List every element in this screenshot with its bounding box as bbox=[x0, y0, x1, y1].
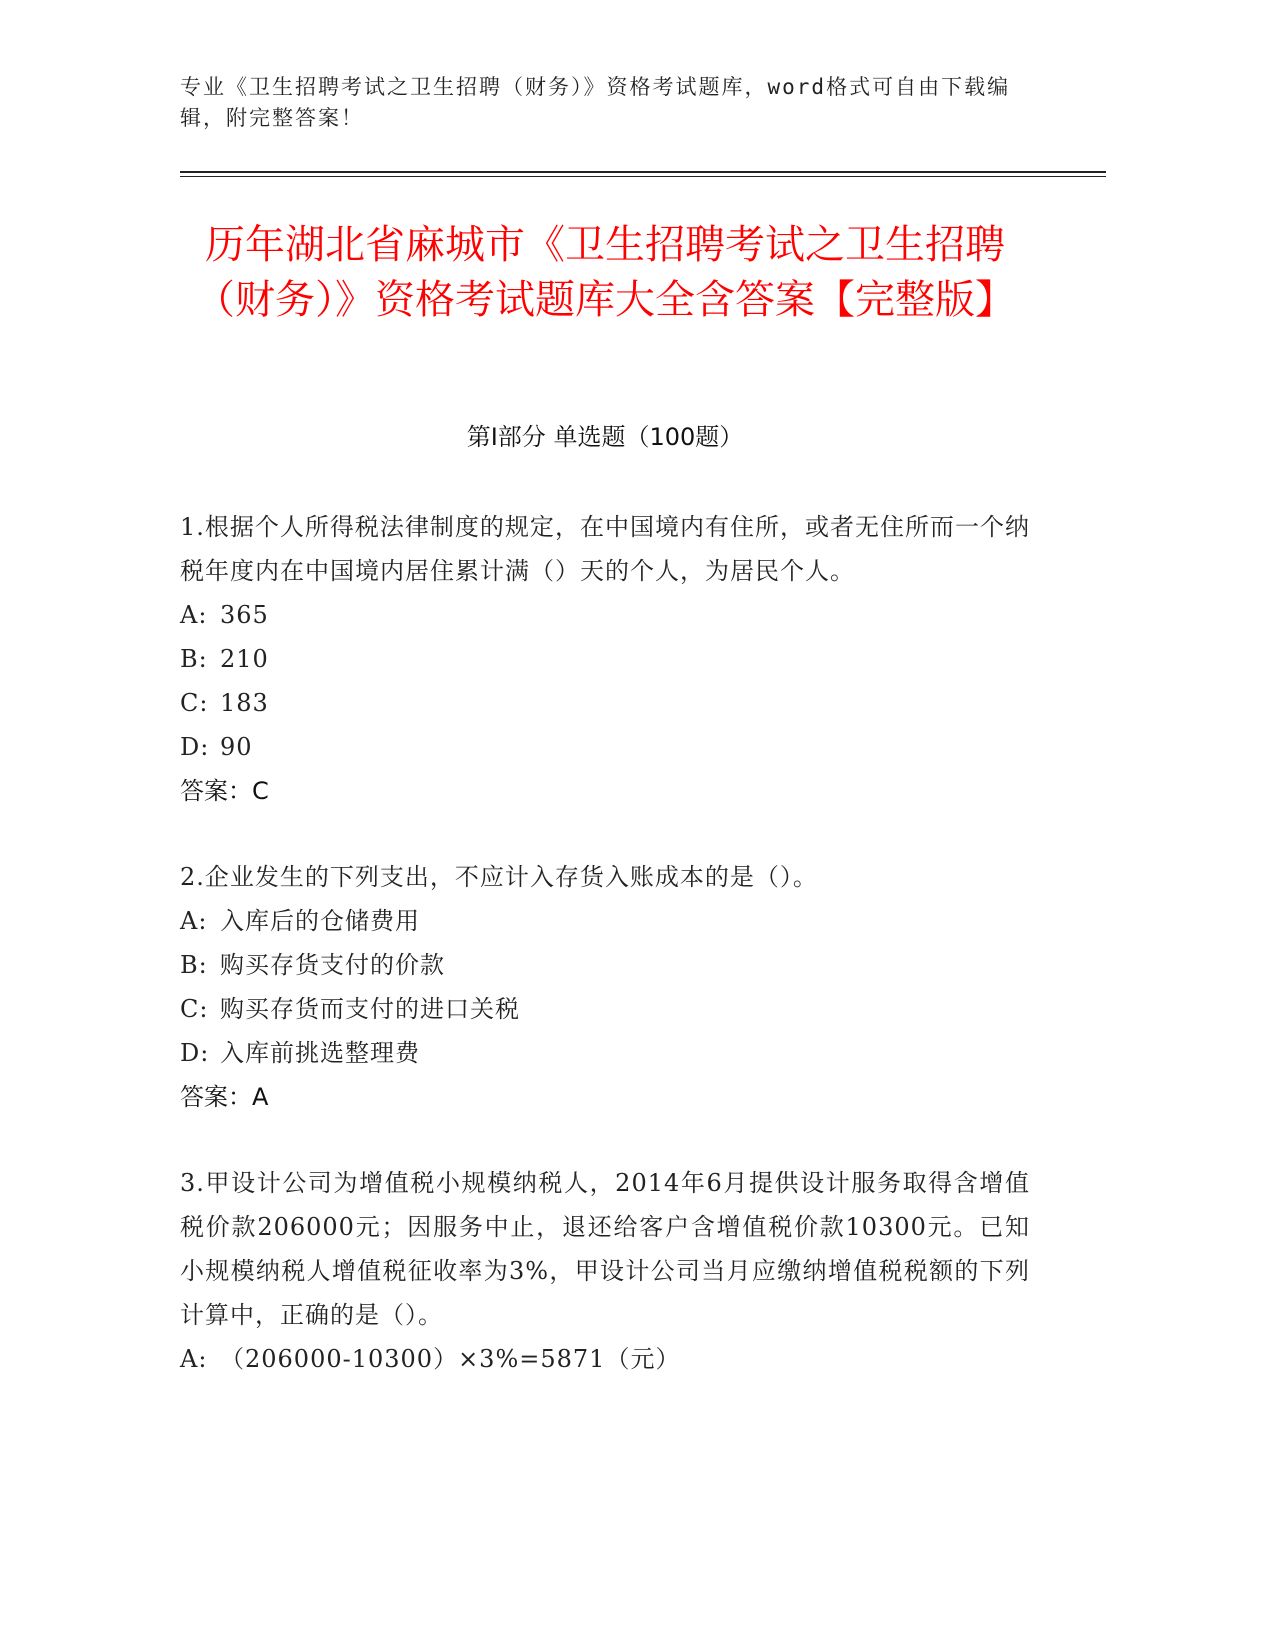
question-stem: 2.企业发生的下列支出，不应计入存货入账成本的是（）。 bbox=[180, 863, 818, 891]
option-letter: C: bbox=[180, 995, 209, 1023]
question-option-c bbox=[180, 987, 1030, 1031]
header-rule-thin bbox=[180, 176, 1106, 177]
question-stem: 1.根据个人所得税法律制度的规定，在中国境内有住所，或者无住所而一个纳税年度内在中国境内居住累计满（）天的个人，为居民个人。 bbox=[180, 513, 1030, 585]
option-text: 90 bbox=[220, 733, 253, 761]
option-letter: B: bbox=[180, 951, 208, 979]
question-option-a bbox=[180, 1337, 1030, 1381]
option-letter: A: bbox=[180, 601, 208, 629]
header-rule-thick bbox=[180, 171, 1106, 173]
option-letter: C: bbox=[180, 689, 209, 717]
option-text: 入库前挑选整理费 bbox=[220, 1039, 420, 1067]
option-letter: D: bbox=[180, 1039, 210, 1067]
question-option-a bbox=[180, 593, 1030, 637]
option-text: 183 bbox=[220, 689, 269, 717]
option-letter: B: bbox=[180, 645, 208, 673]
option-text: 购买存货而支付的进口关税 bbox=[220, 995, 520, 1023]
option-text: （206000-10300）×3%=5871（元） bbox=[220, 1345, 681, 1373]
question-option-b bbox=[180, 637, 1030, 681]
section-title: 第I部分 单选题（100题） bbox=[466, 423, 744, 451]
question-option-a bbox=[180, 899, 1030, 943]
question-option-b bbox=[180, 943, 1030, 987]
option-text: 购买存货支付的价款 bbox=[220, 951, 445, 979]
option-text: 入库后的仓储费用 bbox=[220, 907, 420, 935]
question-option-c bbox=[180, 681, 1030, 725]
question-stem: 3.甲设计公司为增值税小规模纳税人，2014年6月提供设计服务取得含增值税价款206000元；因服务中止，退还给客户含增值税价款10300元。已知小规模纳税人增值税征收率为3%，甲设计公司当月应缴纳增值税税额的下列计算中，正确的是（）。 bbox=[180, 1169, 1030, 1329]
question-answer: 答案：A bbox=[180, 1083, 269, 1111]
option-letter: D: bbox=[180, 733, 210, 761]
question-3 bbox=[180, 1161, 1030, 1381]
question-option-d bbox=[180, 1031, 1030, 1075]
question-1 bbox=[180, 505, 1030, 813]
question-answer: 答案：C bbox=[180, 777, 269, 805]
header-note: 专业《卫生招聘考试之卫生招聘（财务）》资格考试题库，word格式可自由下载编辑，附完整答案！ bbox=[180, 75, 1011, 130]
question-2 bbox=[180, 855, 1030, 1119]
option-letter: A: bbox=[180, 1345, 208, 1373]
question-option-d bbox=[180, 725, 1030, 769]
option-text: 365 bbox=[220, 601, 269, 629]
option-text: 210 bbox=[220, 645, 269, 673]
question-list bbox=[180, 505, 1030, 1423]
option-letter: A: bbox=[180, 907, 208, 935]
document-title: 历年湖北省麻城市《卫生招聘考试之卫生招聘（财务）》资格考试题库大全含答案【完整版】 bbox=[195, 222, 1015, 323]
